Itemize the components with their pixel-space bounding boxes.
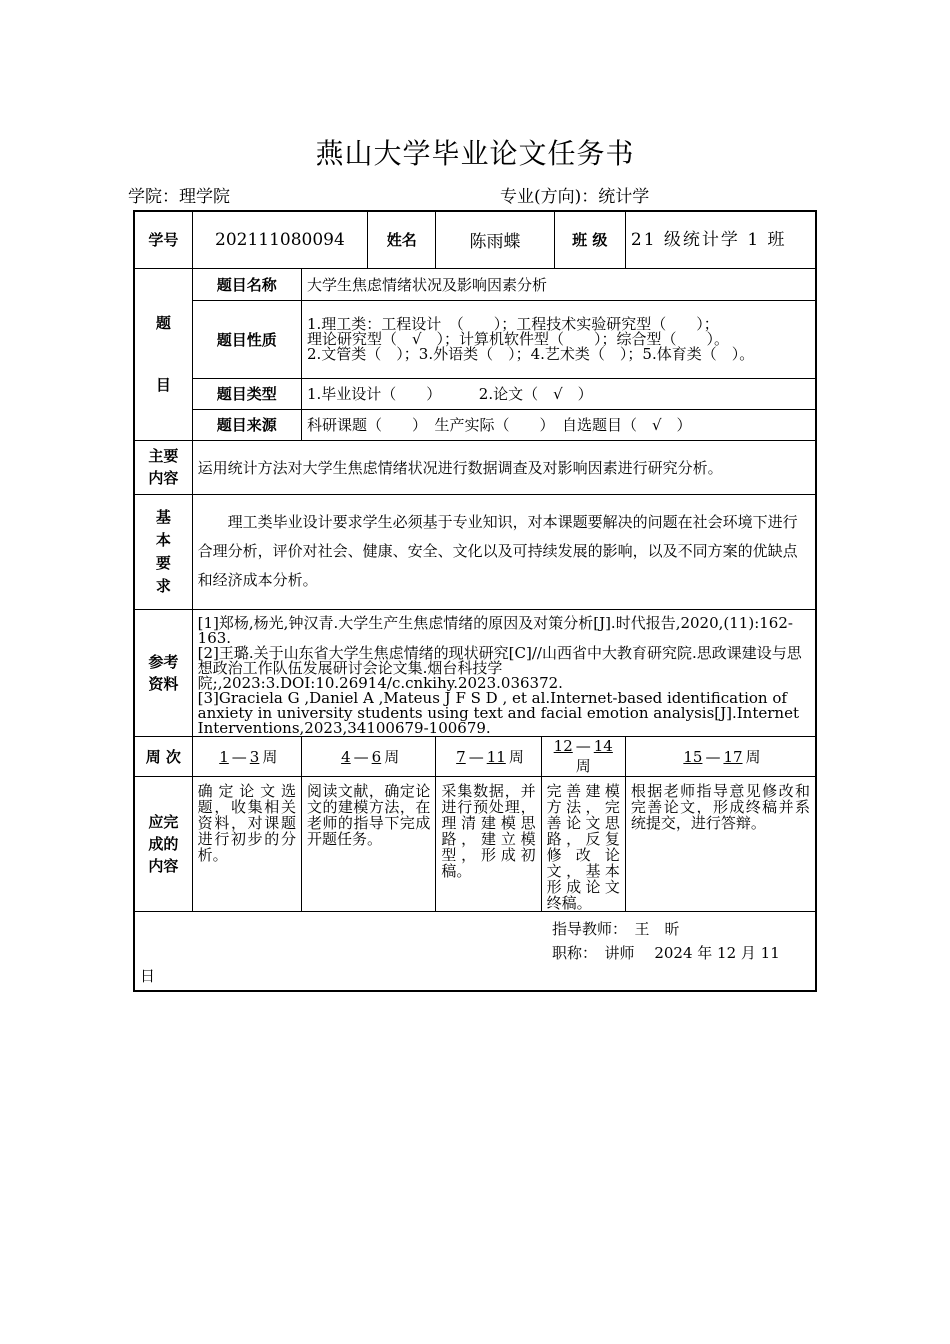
- week-range: 12 — 14周: [541, 736, 625, 776]
- references-label-2: 资料: [148, 674, 179, 693]
- topic-name-label: 题目名称: [192, 268, 301, 300]
- req-label-char-2: 本: [155, 530, 171, 549]
- nature-line-1: 1.理工类：工程设计 （ ）；工程技术实验研究型（ ）；: [306, 314, 719, 333]
- week-label: 周 次: [134, 736, 192, 776]
- main-content-label-1: 主要: [148, 447, 179, 465]
- advisor-name: 王 昕: [634, 919, 680, 938]
- basic-requirements-text: 理工类毕业设计要求学生必须基于专业知识，对本课题要解决的问题在社会环境下进行合理分析，评价对社会、健康、安全、文化以及可持续发展的影响，以及不同方案的优缺点和经济成本分析。: [192, 494, 816, 609]
- topic-type-row: [134, 378, 816, 409]
- references-label: [134, 609, 192, 736]
- topic-source-label: 题目来源: [192, 409, 301, 440]
- req-label-char-3: 要: [155, 553, 171, 572]
- tasks-label-3: 内容: [148, 856, 179, 875]
- college-value: 理学院: [179, 187, 230, 207]
- basic-requirements-label: [134, 494, 192, 609]
- reference-item: [1]郑杨,杨光,钟汉青.大学生产生焦虑情绪的原因及对策分析[J].时代报告,2020,(11):162-163.: [197, 613, 793, 647]
- week-task: 阅读文献，确定论文的建模方法，在老师的指导下完成开题任务。: [301, 776, 435, 911]
- topic-type-value: 1.毕业设计（ ） 2.论文（ √ ）: [301, 378, 816, 409]
- student-info-row: [134, 211, 816, 268]
- date-tail: 日: [140, 966, 156, 985]
- advisor-line: [552, 918, 680, 939]
- main-content-label: [134, 440, 192, 494]
- main-content-text: 运用统计方法对大学生焦虑情绪状况进行数据调查及对影响因素进行研究分析。: [192, 440, 816, 494]
- major-value: 统计学: [598, 187, 650, 207]
- topic-label-char-2: 目: [155, 376, 171, 394]
- title-value: 讲师: [604, 943, 635, 962]
- topic-name-row: [134, 268, 816, 300]
- topic-nature-row: [134, 300, 816, 378]
- topic-section-label: [134, 268, 192, 440]
- college-label: 学院：: [128, 187, 179, 207]
- topic-label-char-1: 题: [155, 314, 171, 332]
- student-name-value: 陈雨蝶: [436, 211, 554, 268]
- reference-item: [3]Graciela G ,Daniel A ,Mateus J F S D , et al.Internet-based identification of anxiety in university students using text and facial emotion analysis[J].Internet Interventions,2023,34100679-100679.: [197, 688, 799, 737]
- references-row: [134, 609, 816, 736]
- class-value: 21 级统计学 1 班: [625, 211, 816, 268]
- title-date-line: [552, 942, 780, 963]
- main-content-row: [134, 440, 816, 494]
- student-id-value: 202111080094: [192, 211, 368, 268]
- week-task: 完善建模方法，完善论文思路，反复修改论文，基本形成论文终稿。: [541, 776, 625, 911]
- tasks-label-2: 成的: [148, 834, 179, 853]
- reference-item: [2]王璐.关于山东省大学生焦虑情绪的现状研究[C]//山西省中大教育研究院.思政课建设与思想政治工作队伍发展研讨会论文集.烟台科技学院;,2023:3.DOI:10.26914/c.cnkihy.2023.036372.: [197, 643, 802, 692]
- signature-row: [134, 911, 816, 991]
- topic-name-value: 大学生焦虑情绪状况及影响因素分析: [301, 268, 816, 300]
- date-value: 2024 年 12 月 11: [654, 943, 780, 962]
- references-list: [192, 609, 816, 736]
- topic-nature-options: [301, 300, 816, 378]
- class-label: 班 级: [554, 211, 625, 268]
- signature-block: [134, 911, 816, 991]
- student-id-label: 学号: [134, 211, 192, 268]
- title-label: 职称：: [552, 943, 590, 962]
- references-label-1: 参考: [148, 652, 179, 671]
- week-range: 4 — 6 周: [301, 736, 435, 776]
- advisor-label: 指导教师：: [552, 919, 620, 938]
- task-form-table: [133, 210, 817, 992]
- major-line: [500, 182, 649, 207]
- basic-requirements-row: [134, 494, 816, 609]
- tasks-row: [134, 776, 816, 911]
- main-content-label-2: 内容: [148, 469, 179, 487]
- major-label: 专业(方向)：: [500, 187, 599, 207]
- req-label-char-4: 求: [155, 576, 171, 595]
- week-range: 15 — 17 周: [625, 736, 816, 776]
- week-task: 确定论文选题，收集相关资料，对课题进行初步的分析。: [192, 776, 301, 911]
- topic-source-value: 科研课题（ ） 生产实际（ ） 自选题目（ √ ）: [301, 409, 816, 440]
- topic-source-row: [134, 409, 816, 440]
- nature-line-2: 理论研究型（ √ ）；计算机软件型（ ）；综合型（ ）。: [306, 329, 730, 348]
- tasks-label: [134, 776, 192, 911]
- topic-nature-label: 题目性质: [192, 300, 301, 378]
- topic-type-label: 题目类型: [192, 378, 301, 409]
- student-name-label: 姓名: [368, 211, 436, 268]
- document-title: 燕山大学毕业论文任务书: [315, 137, 635, 170]
- tasks-label-1: 应完: [148, 812, 179, 831]
- week-range: 1 — 3 周: [192, 736, 301, 776]
- nature-line-3: 2.文管类（ ）；3.外语类（ ）；4.艺术类（ ）；5.体育类（ ）。: [306, 344, 755, 363]
- week-range: 7 — 11 周: [436, 736, 541, 776]
- req-label-char-1: 基: [155, 507, 171, 526]
- week-task: 采集数据，并进行预处理，理清建模思路，建立模型，形成初稿。: [436, 776, 541, 911]
- week-task: 根据老师指导意见修改和完善论文，形成终稿并系统提交，进行答辩。: [625, 776, 816, 911]
- college-line: [128, 182, 230, 207]
- week-row: [134, 736, 816, 776]
